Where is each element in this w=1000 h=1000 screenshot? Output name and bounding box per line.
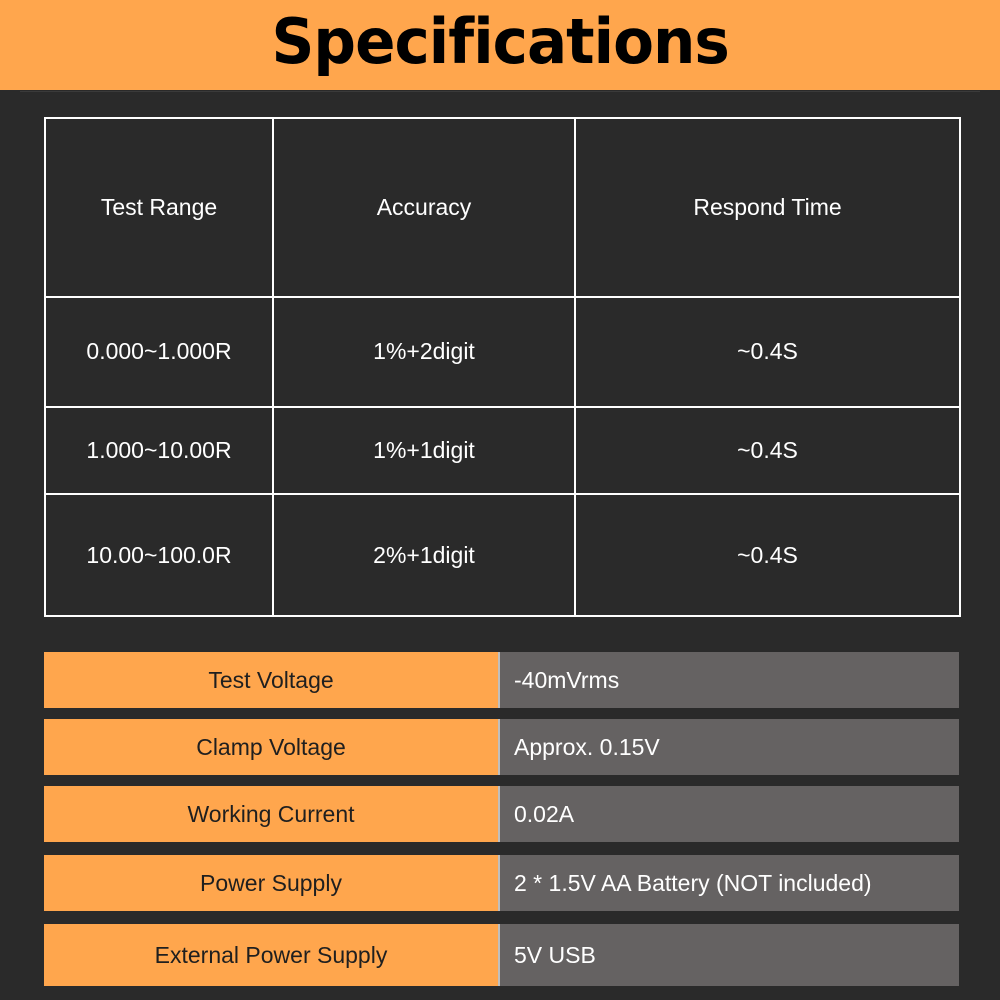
column-header-respond-time: Respond Time <box>575 118 960 297</box>
info-row-test-voltage <box>44 652 959 708</box>
info-divider <box>498 855 500 911</box>
info-label: Test Voltage <box>44 652 498 708</box>
info-row-clamp-voltage <box>44 719 959 775</box>
cell-test-range: 0.000~1.000R <box>45 297 273 407</box>
info-divider <box>498 652 500 708</box>
info-divider <box>498 719 500 775</box>
info-row-external-power-supply <box>44 924 959 986</box>
info-value: 0.02A <box>500 786 959 842</box>
info-value: 2 * 1.5V AA Battery (NOT included) <box>500 855 959 911</box>
column-header-accuracy: Accuracy <box>273 118 575 297</box>
spec-table <box>44 117 961 617</box>
cell-respond-time: ~0.4S <box>575 407 960 494</box>
header-divider <box>20 91 980 92</box>
info-label: Working Current <box>44 786 498 842</box>
header-banner <box>0 0 1000 90</box>
info-divider <box>498 924 500 986</box>
cell-accuracy: 2%+1digit <box>273 494 575 616</box>
table-row <box>45 494 960 616</box>
info-value: -40mVrms <box>500 652 959 708</box>
cell-test-range: 10.00~100.0R <box>45 494 273 616</box>
info-value: 5V USB <box>500 924 959 986</box>
info-label: Power Supply <box>44 855 498 911</box>
column-header-test-range: Test Range <box>45 118 273 297</box>
table-row <box>45 297 960 407</box>
cell-accuracy: 1%+1digit <box>273 407 575 494</box>
info-divider <box>498 786 500 842</box>
info-row-working-current <box>44 786 959 842</box>
page-title: Specifications <box>271 5 729 78</box>
cell-respond-time: ~0.4S <box>575 297 960 407</box>
info-label: External Power Supply <box>44 924 498 986</box>
info-value: Approx. 0.15V <box>500 719 959 775</box>
table-row <box>45 407 960 494</box>
cell-test-range: 1.000~10.00R <box>45 407 273 494</box>
info-row-power-supply <box>44 855 959 911</box>
cell-accuracy: 1%+2digit <box>273 297 575 407</box>
info-label: Clamp Voltage <box>44 719 498 775</box>
cell-respond-time: ~0.4S <box>575 494 960 616</box>
table-header-row <box>45 118 960 297</box>
